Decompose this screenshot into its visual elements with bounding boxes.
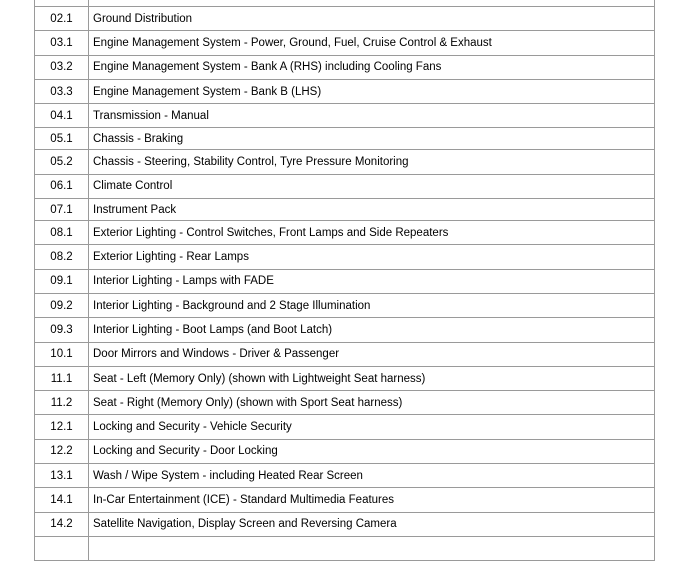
row-description: Exterior Lighting - Control Switches, Front Lamps and Side Repeaters [89, 221, 655, 245]
table-row [35, 415, 655, 439]
row-description: Door Mirrors and Windows - Driver & Passenger [89, 342, 655, 366]
row-description: Interior Lighting - Boot Lamps (and Boot Latch) [89, 318, 655, 342]
table-row [35, 31, 655, 55]
row-description: Chassis - Braking [89, 128, 655, 150]
row-description: Seat - Right (Memory Only) (shown with Sport Seat harness) [89, 391, 655, 415]
row-description: Engine Management System - Power, Ground, Fuel, Cruise Control & Exhaust [89, 31, 655, 55]
row-code: 03.3 [35, 79, 89, 103]
row-code: 08.2 [35, 245, 89, 269]
row-description: In-Car Entertainment (ICE) - Standard Multimedia Features [89, 488, 655, 512]
table-row [35, 199, 655, 221]
table-row [35, 128, 655, 150]
table-row [35, 512, 655, 536]
row-code: 12.2 [35, 439, 89, 463]
table-row [35, 104, 655, 128]
row-code: 06.1 [35, 174, 89, 198]
row-description: Engine Management System - Bank A (RHS) including Cooling Fans [89, 55, 655, 79]
row-code: 03.1 [35, 31, 89, 55]
table-row [35, 55, 655, 79]
table-row [35, 439, 655, 463]
row-code: 13.1 [35, 464, 89, 488]
row-code: 14.1 [35, 488, 89, 512]
table-row [35, 221, 655, 245]
table-row [35, 464, 655, 488]
wiring-diagram-index-table [34, 0, 655, 561]
row-code: 05.2 [35, 150, 89, 174]
row-code: 09.3 [35, 318, 89, 342]
row-description [89, 536, 655, 560]
row-description: Locking and Security - Vehicle Security [89, 415, 655, 439]
row-code: 05.1 [35, 128, 89, 150]
row-code: 11.1 [35, 366, 89, 390]
row-code: 03.2 [35, 55, 89, 79]
row-description: Interior Lighting - Lamps with FADE [89, 269, 655, 293]
row-description: Interior Lighting - Background and 2 Stage Illumination [89, 293, 655, 317]
table-row [35, 150, 655, 174]
table-row [35, 7, 655, 31]
row-code: 10.1 [35, 342, 89, 366]
table-row [35, 293, 655, 317]
table-row [35, 269, 655, 293]
row-description: Seat - Left (Memory Only) (shown with Lightweight Seat harness) [89, 366, 655, 390]
row-code: 09.1 [35, 269, 89, 293]
row-description: Chassis - Steering, Stability Control, Tyre Pressure Monitoring [89, 150, 655, 174]
table-row [35, 342, 655, 366]
row-description: Locking and Security - Door Locking [89, 439, 655, 463]
row-code: 09.2 [35, 293, 89, 317]
table-row [35, 536, 655, 560]
row-description: Transmission - Manual [89, 104, 655, 128]
row-code: 07.1 [35, 199, 89, 221]
row-description: Exterior Lighting - Rear Lamps [89, 245, 655, 269]
row-description: Satellite Navigation, Display Screen and Reversing Camera [89, 512, 655, 536]
row-description: Instrument Pack [89, 199, 655, 221]
table-row [35, 318, 655, 342]
table-row [35, 366, 655, 390]
row-code: 14.2 [35, 512, 89, 536]
row-code [35, 536, 89, 560]
row-code: 04.1 [35, 104, 89, 128]
row-code: 02.1 [35, 7, 89, 31]
table-row [35, 245, 655, 269]
row-code: 11.2 [35, 391, 89, 415]
table-row [35, 79, 655, 103]
table-row [35, 488, 655, 512]
row-code: 12.1 [35, 415, 89, 439]
table-row [35, 391, 655, 415]
row-description: Climate Control [89, 174, 655, 198]
row-code: 08.1 [35, 221, 89, 245]
row-description: Ground Distribution [89, 7, 655, 31]
table-row [35, 174, 655, 198]
row-description: Engine Management System - Bank B (LHS) [89, 79, 655, 103]
row-description: Wash / Wipe System - including Heated Rear Screen [89, 464, 655, 488]
